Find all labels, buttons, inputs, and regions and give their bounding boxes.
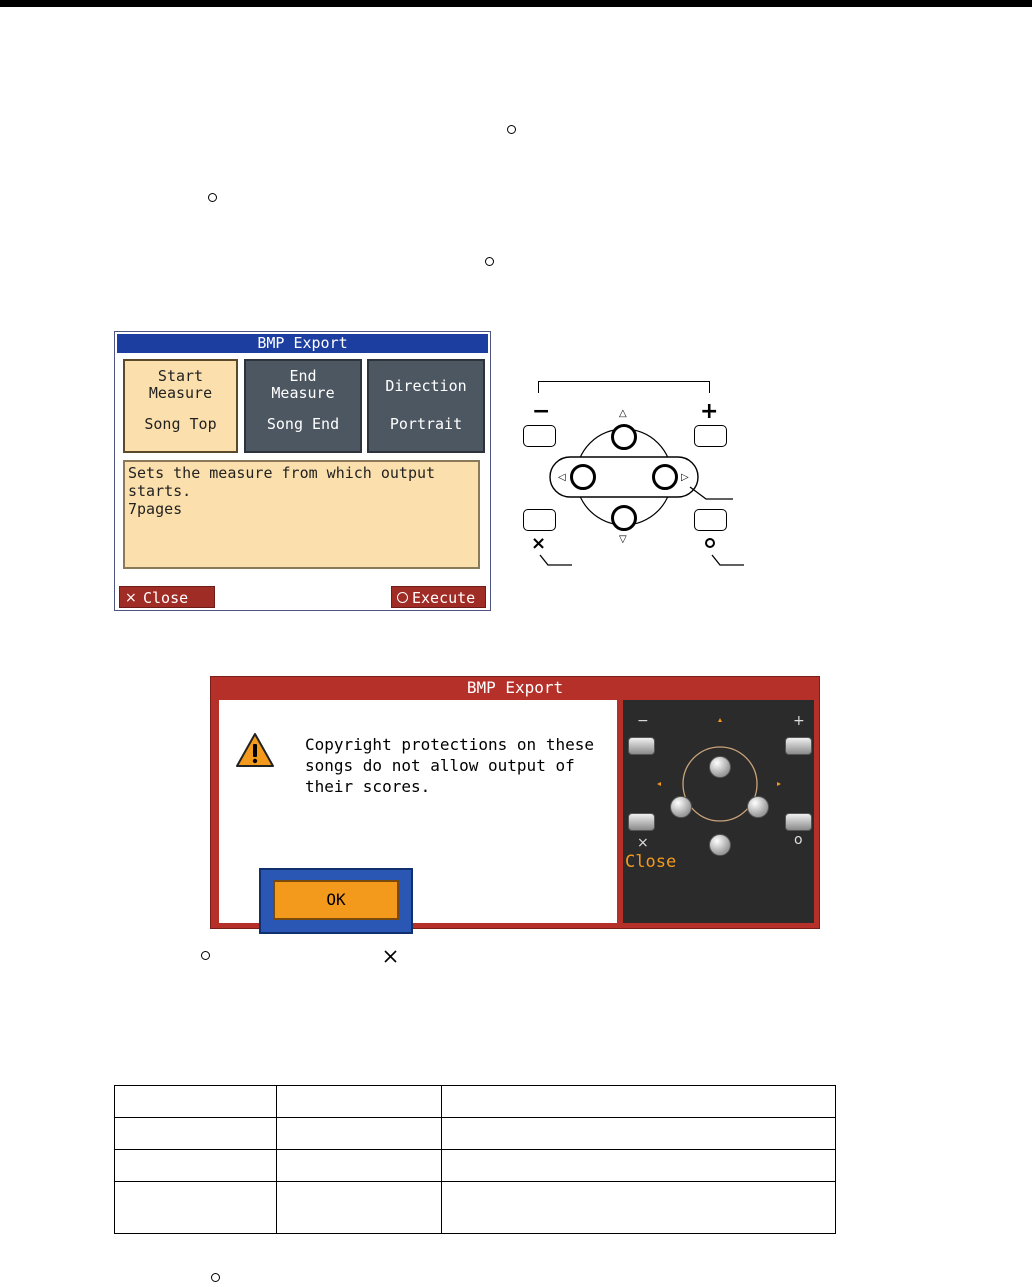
tab-direction[interactable] — [367, 359, 485, 453]
close-button[interactable] — [119, 586, 215, 608]
settings-table — [114, 1085, 836, 1234]
right-arrow-icon: ▷ — [681, 472, 689, 483]
tab-value: Song End — [266, 415, 340, 433]
up-arrow-icon: △ — [619, 408, 627, 419]
close-label: Close — [625, 852, 677, 872]
circle-symbol — [211, 1273, 220, 1282]
circle-symbol: o — [794, 832, 803, 848]
table-row — [115, 1086, 836, 1118]
warning-icon — [235, 732, 275, 768]
tab-value: Song Top — [144, 415, 217, 433]
execute-label: Execute — [412, 589, 476, 607]
up-knob[interactable] — [611, 424, 637, 450]
left-arrow-icon: ◁ — [558, 472, 566, 483]
tab-value: Portrait — [389, 415, 463, 433]
circle-symbol — [705, 538, 715, 548]
plus-symbol: + — [793, 713, 805, 729]
table-row — [115, 1150, 836, 1182]
ok-button[interactable] — [259, 868, 413, 934]
cross-symbol-icon — [383, 949, 399, 965]
close-label: Close — [143, 589, 189, 607]
cross-symbol: × — [637, 835, 649, 851]
minus-symbol: − — [532, 399, 551, 424]
right-knob[interactable] — [652, 464, 678, 490]
circle-symbol — [485, 257, 494, 266]
table-row — [115, 1118, 836, 1150]
up-knob — [709, 756, 731, 778]
tab-label: End Measure — [271, 367, 335, 402]
circle-icon — [397, 592, 408, 603]
screen-title: BMP Export — [466, 678, 564, 697]
dialog-message: Copyright protections on these songs do not allow output of their scores. — [305, 735, 594, 796]
dial-ring — [623, 700, 814, 923]
tab-end-measure[interactable] — [244, 359, 362, 453]
dialog-body — [219, 700, 617, 923]
screen-title: BMP Export — [117, 334, 488, 353]
tab-label: Direction — [385, 377, 467, 395]
page-top-rule — [0, 0, 1032, 7]
dial-ring — [520, 375, 750, 575]
tab-start-measure[interactable] — [123, 359, 238, 453]
down-knob[interactable] — [611, 505, 637, 531]
execute-button[interactable] — [391, 586, 486, 608]
table-row — [115, 1182, 836, 1234]
copyright-dialog-screen — [210, 676, 820, 929]
minus-symbol: − — [637, 713, 649, 729]
cross-symbol: × — [531, 533, 547, 554]
control-panel-diagram — [520, 375, 750, 575]
tab-label: Start Measure — [148, 367, 213, 402]
cross-icon: × — [125, 590, 137, 606]
circle-symbol — [507, 125, 516, 134]
right-knob — [747, 796, 769, 818]
description-box: Sets the measure from which output starts. 7pages — [123, 460, 480, 569]
left-knob — [670, 796, 692, 818]
down-knob — [709, 834, 731, 856]
plus-symbol: + — [700, 399, 719, 424]
left-knob[interactable] — [570, 464, 596, 490]
circle-symbol — [208, 193, 217, 202]
circle-symbol — [201, 951, 210, 960]
down-arrow-icon: ▽ — [619, 534, 627, 545]
ok-label: OK — [273, 880, 399, 920]
panel-guide — [623, 700, 814, 923]
bmp-export-screen — [114, 331, 491, 611]
